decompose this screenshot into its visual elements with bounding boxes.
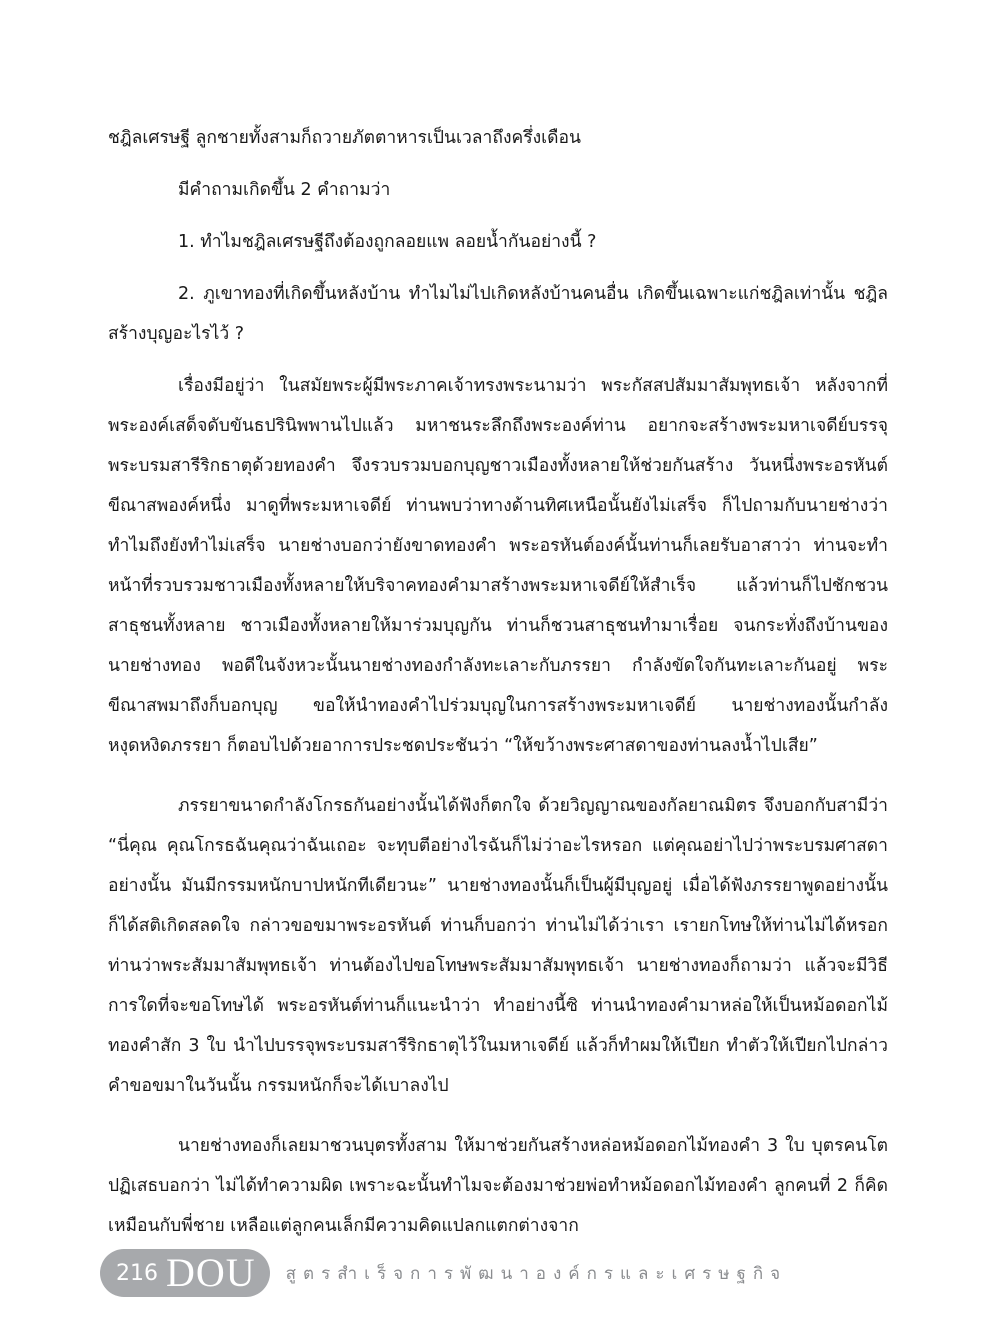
brand-logo: DOU [166, 1250, 256, 1295]
page-number: 216 [116, 1260, 158, 1286]
paragraph-question-lead: มีคำถามเกิดขึ้น 2 คำถามว่า [178, 180, 391, 200]
series-title: สูตรสำเร็จการพัฒนาองค์กรและเศรษฐกิจ [285, 1263, 788, 1284]
paragraph-question-2: 2. ภูเขาทองที่เกิดขึ้นหลังบ้าน ทำไมไม่ไปเกิดหลังบ้านคนอื่น เกิดขึ้นเฉพาะแก่ชฎิลเท่านั้น ชฎิลสร้างบุญอะไรไว้ ? [108, 284, 888, 344]
paragraph-story: เรื่องมีอยู่ว่า ในสมัยพระผู้มีพระภาคเจ้าทรงพระนามว่า พระกัสสปสัมมาสัมพุทธเจ้า หลังจากที่พระองค์เสด็จดับขันธปรินิพพานไปแล้ว มหาชนระลึกถึงพระองค์ท่าน อยากจะสร้างพระมหาเจดีย์บรรจุพระบรมสารีริกธาตุด้วยทองคำ จึงรวบรวมบอกบุญชาวเมืองทั้งหลายให้ช่วยกันสร้าง วันหนึ่งพระอรหันต์ขีณาสพองค์หนึ่ง มาดูที่พระมหาเจดีย์ ท่านพบว่าทางด้านทิศเหนือนั้นยังไม่เสร็จ ก็ไปถามกับนายช่างว่า ทำไมถึงยังทำไม่เสร็จ นายช่างบอกว่ายังขาดทองคำ พระอรหันต์องค์นั้นท่านก็เลยรับอาสาว่า ท่านจะทำหน้าที่รวบรวมชาวเมืองทั้งหลายให้บริจาคทองคำมาสร้างพระมหาเจดีย์ให้สำเร็จ แล้วท่านก็ไปชักชวนสาธุชนทั้งหลาย ชาวเมืองทั้งหลายให้มาร่วมบุญกัน ท่านก็ชวนสาธุชนทำมาเรื่อย จนกระทั่งถึงบ้านของนายช่างทอง พอดีในจังหวะนั้นนายช่างทองกำลังทะเลาะกับภรรยา กำลังขัดใจกันทะเลาะกันอยู่ พระขีณาสพมาถึงก็บอกบุญ ขอให้นำทองคำไปร่วมบุญในการสร้างพระมหาเจดีย์ นายช่างทองนั้นกำลังหงุดหงิดภรรยา ก็ตอบไปด้วยอาการประชดประชันว่า “ให้ขว้างพระศาสดาของท่านลงน้ำไปเสีย” [108, 376, 888, 756]
page-body [108, 118, 888, 1246]
paragraph-intro: ชฎิลเศรษฐี ลูกชายทั้งสามก็ถวายภัตตาหารเป็นเวลาถึงครึ่งเดือน [108, 128, 581, 148]
page-footer [100, 1248, 787, 1298]
paragraph-wife: ภรรยาขนาดกำลังโกรธกันอย่างนั้นได้ฟังก็ตกใจ ด้วยวิญญาณของกัลยาณมิตร จึงบอกกับสามีว่า “นี่คุณ คุณโกรธฉันคุณว่าฉันเถอะ จะทุบตีอย่างไรฉันก็ไม่ว่าอะไรหรอก แต่คุณอย่าไปว่าพระบรมศาสดาอย่างนั้น มันมีกรรมหนักบาปหนักทีเดียวนะ” นายช่างทองนั้นก็เป็นผู้มีบุญอยู่ เมื่อได้ฟังภรรยาพูดอย่างนั้นก็ได้สติเกิดสลดใจ กล่าวขอขมาพระอรหันต์ ท่านก็บอกว่า ท่านไม่ได้ว่าเรา เรายกโทษให้ท่านไม่ได้หรอก ท่านว่าพระสัมมาสัมพุทธเจ้า ท่านต้องไปขอโทษพระสัมมาสัมพุทธเจ้า นายช่างทองก็ถามว่า แล้วจะมีวิธีการใดที่จะขอโทษได้ พระอรหันต์ท่านก็แนะนำว่า ทำอย่างนี้ซิ ท่านนำทองคำมาหล่อให้เป็นหม้อดอกไม้ทองคำสัก 3 ใบ นำไปบรรจุพระบรมสารีริกธาตุไว้ในมหาเจดีย์ แล้วก็ทำผมให้เปียก ทำตัวให้เปียกไปกล่าวคำขอขมาในวันนั้น กรรมหนักก็จะได้เบาลงไป [108, 796, 888, 1096]
paragraph-sons: นายช่างทองก็เลยมาชวนบุตรทั้งสาม ให้มาช่วยกันสร้างหล่อหม้อดอกไม้ทองคำ 3 ใบ บุตรคนโตปฏิเสธบอกว่า ไม่ได้ทำความผิด เพราะฉะนั้นทำไมจะต้องมาช่วยพ่อทำหม้อดอกไม้ทองคำ ลูกคนที่ 2 ก็คิดเหมือนกับพี่ชาย เหลือแต่ลูกคนเล็กมีความคิดแปลกแตกต่างจาก [108, 1136, 888, 1236]
page-badge [100, 1249, 270, 1297]
paragraph-question-1: 1. ทำไมชฎิลเศรษฐีถึงต้องถูกลอยแพ ลอยน้ำกันอย่างนี้ ? [178, 232, 597, 252]
